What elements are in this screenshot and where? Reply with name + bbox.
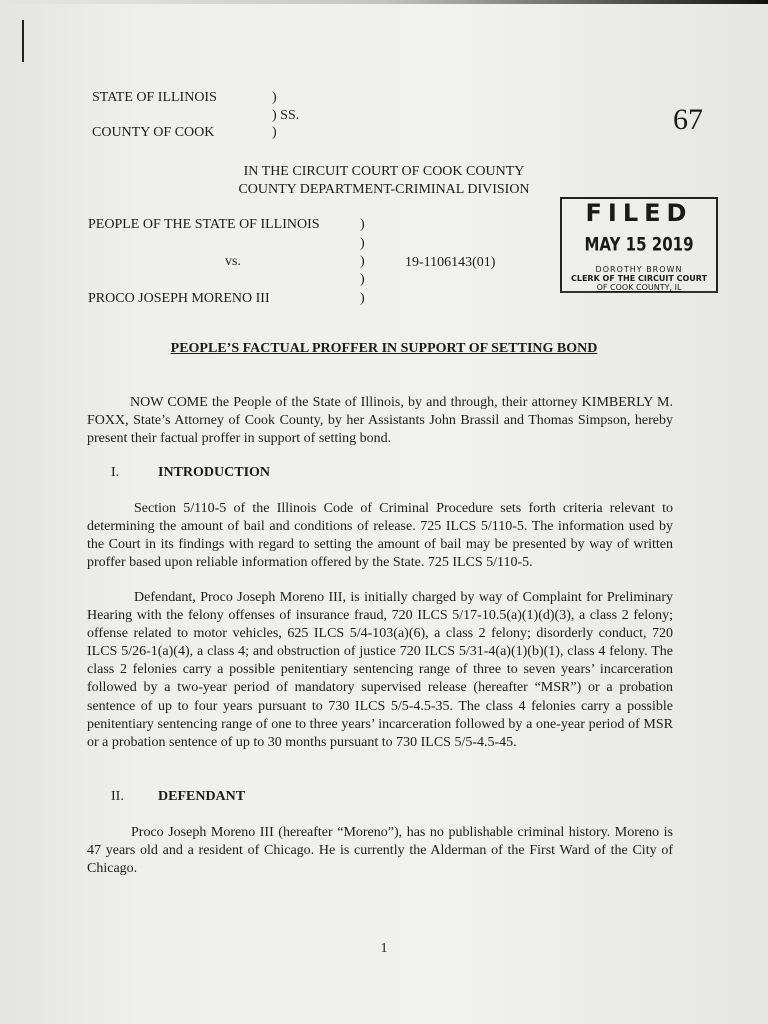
section-paragraph bbox=[87, 824, 673, 878]
caption-state: STATE OF ILLINOIS bbox=[92, 90, 217, 105]
stamp-title: FILED bbox=[585, 199, 693, 227]
section-number: II. bbox=[111, 789, 124, 804]
case-number: 19-1106143(01) bbox=[405, 255, 496, 270]
stamp-clerk-title: CLERK OF THE CIRCUIT COURT bbox=[570, 274, 708, 283]
section-number: I. bbox=[111, 465, 120, 480]
caption-ss: ) SS. bbox=[272, 108, 300, 123]
filed-stamp bbox=[560, 197, 718, 293]
stamp-date: MAY 15 2019 bbox=[584, 232, 694, 256]
paragraph-text: Proco Joseph Moreno III (hereafter “Moreno”), has no publishable criminal history. Moreno is 47 years old and a resident of Chicago. He is currently the Alderman of the First Ward of the City of Chicago. bbox=[87, 825, 673, 877]
caption-paren-3: ) bbox=[272, 125, 277, 140]
section-heading: DEFENDANT bbox=[158, 789, 246, 804]
stamp-clerk-name: DOROTHY BROWN bbox=[595, 265, 683, 274]
caption-bracket: ) bbox=[360, 272, 365, 287]
plaintiff-name: PEOPLE OF THE STATE OF ILLINOIS bbox=[88, 217, 320, 232]
intro-paragraph bbox=[87, 394, 673, 448]
court-line-1: IN THE CIRCUIT COURT OF COOK COUNTY bbox=[243, 164, 525, 179]
margin-mark bbox=[22, 20, 24, 62]
section-paragraph bbox=[87, 500, 673, 572]
footer-page-number: 1 bbox=[380, 941, 388, 956]
section-heading: INTRODUCTION bbox=[158, 465, 271, 480]
court-line-2: COUNTY DEPARTMENT-CRIMINAL DIVISION bbox=[238, 182, 530, 197]
stamp-county: OF COOK COUNTY, IL bbox=[596, 283, 682, 292]
intro-text: NOW COME the People of the State of Illinois, by and through, their attorney KIMBERLY M. FOXX, State’s Attorney of Cook County, by her Assistants John Brassil and Thomas Simpson, hereby present their factual proffer in support of setting bond. bbox=[87, 395, 673, 447]
versus-label: vs. bbox=[225, 254, 241, 269]
document-title: PEOPLE’S FACTUAL PROFFER IN SUPPORT OF SETTING BOND bbox=[170, 341, 598, 356]
caption-bracket: ) bbox=[360, 254, 365, 269]
caption-bracket: ) bbox=[360, 217, 365, 232]
caption-bracket: ) bbox=[360, 291, 365, 306]
paragraph-text: Section 5/110-5 of the Illinois Code of Criminal Procedure sets forth criteria relevant to determining the amount of bail and conditions of release. 725 ILCS 5/110-5. The information used by the Court in its findings with regard to setting the amount of bail may be presented by way of written proffer based upon reliable information offered by the State. 725 ILCS 5/110-5. bbox=[87, 501, 673, 571]
section-paragraph bbox=[87, 589, 673, 752]
scan-edge bbox=[0, 0, 768, 4]
paragraph-text: Defendant, Proco Joseph Moreno III, is initially charged by way of Complaint for Preliminary Hearing with the felony offenses of insurance fraud, 720 ILCS 5/17-10.5(a)(1)(d)(3), a class 2 felony; offense related to motor vehicles, 625 ILCS 5/4-103(a)(6), a class 2 felony; disorderly conduct, 720 ILCS 5/26-1(a)(4), a class 4; and obstruction of justice 720 ILCS 5/31-4(a)(1)(b)(1), class 4 felony. The class 2 felonies carry a possible penitentiary sentencing range of three to seven years’ incarceration followed by a two-year period of mandatory supervised release (hereafter “MSR”) or a probation sentence of up to four years pursuant to 730 ILCS 5/5-4.5-35. The class 4 felonies carry a possible penitentiary sentencing range of one to three years’ incarceration followed by a one-year period of MSR or a probation sentence of up to 30 months pursuant to 730 ILCS 5/5-4.5-45. bbox=[87, 590, 673, 750]
caption-bracket: ) bbox=[360, 236, 365, 251]
caption-county: COUNTY OF COOK bbox=[92, 125, 215, 140]
defendant-name: PROCO JOSEPH MORENO III bbox=[88, 291, 270, 306]
page-number-top: 67 bbox=[673, 103, 703, 136]
caption-paren-1: ) bbox=[272, 90, 277, 105]
